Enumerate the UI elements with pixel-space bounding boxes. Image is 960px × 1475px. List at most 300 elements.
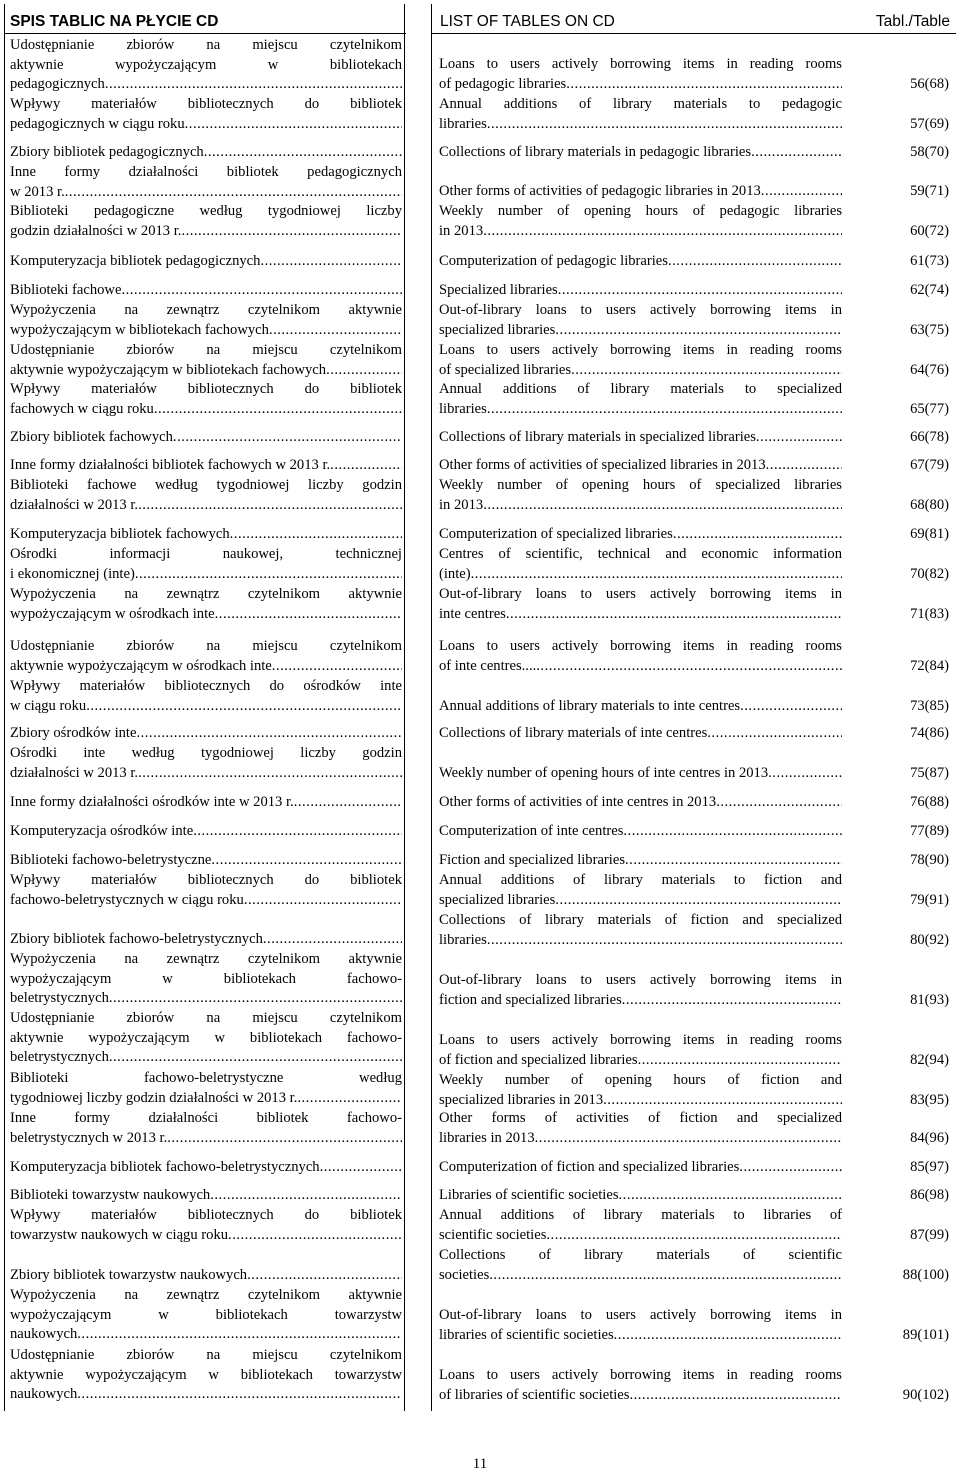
- dot-leader: [167, 1129, 402, 1149]
- polish-entry: [10, 1158, 402, 1178]
- english-entry-last-line: [439, 1326, 949, 1346]
- english-entry: [439, 252, 949, 272]
- dot-leader: [622, 991, 842, 1011]
- english-entry-line: Out-of-library loans to users actively borrowing items in: [439, 1307, 842, 1323]
- english-entry-line: Centres of scientific, technical and economic information: [439, 546, 842, 562]
- polish-entry-text: pedagogicznych w ciągu roku: [10, 115, 185, 132]
- polish-entry: [10, 822, 402, 842]
- dot-leader: [739, 1158, 842, 1178]
- english-entry: [439, 1246, 949, 1285]
- dot-leader: [294, 793, 402, 813]
- polish-entry-text: towarzystw naukowych w ciągu roku: [10, 1226, 229, 1243]
- dot-leader: [77, 1385, 402, 1405]
- english-entry-last-line: [439, 496, 949, 516]
- english-entry-line: Weekly number of opening hours of specialized libraries: [439, 477, 842, 493]
- english-entry-line: Annual additions of library materials to specialized: [439, 381, 842, 397]
- dot-leader: [603, 1091, 842, 1111]
- polish-entry-last-line: [10, 1266, 402, 1286]
- dot-leader: [756, 428, 842, 448]
- english-entry-last-line: [439, 182, 949, 202]
- polish-entry-text: Inne formy działalności ośrodków inte w 2013 r.: [10, 794, 294, 810]
- english-entry-last-line: [439, 931, 949, 951]
- polish-entry-last-line: [10, 891, 402, 911]
- english-entry-text: libraries of scientific societies: [439, 1326, 614, 1343]
- table-page-reference: 71(83): [910, 605, 949, 622]
- dot-leader: [761, 182, 842, 202]
- polish-entry-text: Komputeryzacja bibliotek pedagogicznych: [10, 253, 261, 269]
- polish-entry-last-line: [10, 930, 402, 950]
- polish-entry-text: wypożyczającym w bibliotekach fachowych: [10, 321, 269, 338]
- english-entry-last-line: [439, 1266, 949, 1286]
- english-entry: [439, 281, 949, 301]
- header-rule-left: [4, 33, 406, 34]
- table-page-reference: 67(79): [910, 457, 949, 473]
- polish-entry-last-line: [10, 764, 402, 784]
- polish-entry-line: aktywnie wypożyczającym w bibliotekach fachowo-: [10, 1029, 402, 1046]
- table-page-reference: 57(69): [910, 115, 949, 132]
- english-entry-line: Weekly number of opening hours of fiction and: [439, 1072, 842, 1088]
- polish-entry-last-line: [10, 1226, 402, 1246]
- polish-entry: [10, 1266, 402, 1286]
- english-entry-text: Specialized libraries: [439, 282, 558, 298]
- english-entry-last-line: [439, 657, 949, 677]
- dot-leader: [546, 1226, 842, 1246]
- english-entry: [439, 637, 949, 676]
- dot-leader: [320, 1158, 402, 1178]
- polish-entry-line: Wpływy materiałów bibliotecznych do bibliotek: [10, 381, 402, 397]
- english-entry-text: libraries: [439, 931, 487, 948]
- dot-leader: [215, 605, 402, 625]
- dot-leader: [260, 252, 402, 272]
- table-page-reference: 59(71): [910, 183, 949, 199]
- english-entry-last-line: [439, 525, 949, 545]
- polish-entry: [10, 585, 402, 624]
- polish-entry-text: Inne formy działalności bibliotek fachowych w 2013 r.: [10, 457, 331, 473]
- dot-leader: [566, 75, 842, 95]
- polish-entry: [10, 95, 402, 134]
- english-entry-last-line: [439, 1051, 949, 1071]
- dot-leader: [121, 281, 402, 301]
- dot-leader: [244, 891, 402, 911]
- polish-entry: [10, 281, 402, 301]
- dot-leader: [487, 931, 842, 951]
- polish-entry-line: Wypożyczenia na zewnątrz czytelnikom aktywnie: [10, 302, 402, 318]
- polish-entry-last-line: [10, 1325, 402, 1345]
- polish-entry: [10, 380, 402, 419]
- polish-entry: [10, 1286, 402, 1345]
- table-page-reference: 88(100): [902, 1266, 949, 1283]
- polish-entry: [10, 545, 402, 584]
- polish-entry-text: aktywnie wypożyczającym w ośrodkach inte: [10, 657, 272, 674]
- english-entry-line: Loans to users actively borrowing items in reading rooms: [439, 1032, 842, 1048]
- polish-entry: [10, 1186, 402, 1206]
- polish-entry-line: Biblioteki pedagogiczne według tygodniowej liczby: [10, 203, 402, 219]
- english-entry-text: of specialized libraries: [439, 361, 572, 378]
- english-entry-text: societies: [439, 1266, 490, 1283]
- dot-leader: [625, 851, 842, 871]
- english-entry-last-line: [439, 991, 949, 1011]
- polish-entry-text: wypożyczającym w ośrodkach inte: [10, 605, 215, 622]
- polish-entry-last-line: [10, 1158, 402, 1178]
- dot-leader: [247, 1266, 402, 1286]
- polish-entry-line: Wypożyczenia na zewnątrz czytelnikom aktywnie: [10, 951, 402, 967]
- polish-entry-line: Udostępnianie zbiorów na miejscu czytelnikom: [10, 1347, 402, 1363]
- dot-leader: [154, 400, 402, 420]
- polish-entry-line: Udostępnianie zbiorów na miejscu czytelnikom: [10, 638, 402, 654]
- polish-entry: [10, 301, 402, 340]
- english-entry: [439, 202, 949, 241]
- polish-entry: [10, 143, 402, 163]
- polish-entry-line: Wypożyczenia na zewnątrz czytelnikom aktywnie: [10, 1287, 402, 1303]
- polish-entry: [10, 525, 402, 545]
- dot-leader: [558, 281, 842, 301]
- english-entry-last-line: [439, 115, 949, 135]
- polish-entry-last-line: [10, 525, 402, 545]
- english-entry: [439, 971, 949, 1010]
- english-entry: [439, 143, 949, 163]
- english-entry-last-line: [439, 1226, 949, 1246]
- column-rule-inner: [431, 4, 432, 1411]
- english-entry-line: Out-of-library loans to users actively borrowing items in: [439, 302, 842, 318]
- polish-entry-last-line: [10, 143, 402, 163]
- dot-leader: [471, 565, 842, 585]
- table-page-reference: 87(99): [910, 1226, 949, 1243]
- table-page-reference: 75(87): [910, 765, 949, 781]
- english-entry-line: Other forms of activities of fiction and specialized: [439, 1110, 842, 1126]
- polish-entry-text: Komputeryzacja ośrodków inte: [10, 823, 194, 839]
- polish-entry-line: Inne formy działalności bibliotek pedagogicznych: [10, 164, 402, 180]
- table-page-reference: 77(89): [910, 823, 949, 839]
- polish-entry-text: Zbiory ośrodków inte: [10, 725, 137, 741]
- polish-entry-last-line: [10, 989, 402, 1009]
- polish-entry: [10, 724, 402, 744]
- english-entry-last-line: [439, 252, 949, 272]
- english-entry: [439, 1206, 949, 1245]
- english-entry-text: of libraries of scientific societies: [439, 1386, 630, 1403]
- dot-leader: [330, 456, 402, 476]
- english-entry-text: in 2013: [439, 496, 484, 513]
- dot-leader: [673, 525, 842, 545]
- polish-entry: [10, 341, 402, 380]
- polish-entry-last-line: [10, 281, 402, 301]
- english-entry-line: Out-of-library loans to users actively borrowing items in: [439, 972, 842, 988]
- dot-leader: [135, 565, 402, 585]
- polish-entry-last-line: [10, 1385, 402, 1405]
- english-entry-last-line: [439, 456, 949, 476]
- polish-entry-line: wypożyczającym w bibliotekach towarzystw: [10, 1306, 402, 1323]
- dot-leader: [614, 1326, 842, 1346]
- table-page-reference: 85(97): [910, 1159, 949, 1175]
- table-page-reference: 70(82): [910, 565, 949, 582]
- polish-entry-text: naukowych: [10, 1386, 78, 1403]
- english-entry-text: fiction and specialized libraries: [439, 991, 622, 1008]
- english-entry-text: Computerization of inte centres: [439, 823, 624, 839]
- polish-entry-text: aktywnie wypożyczającym w bibliotekach fachowych: [10, 361, 327, 378]
- polish-entry-text: w 2013 r.: [10, 183, 65, 200]
- english-entry: [439, 476, 949, 515]
- english-entry-last-line: [439, 281, 949, 301]
- english-entry-text: Other forms of activities of pedagogic libraries in 2013: [439, 183, 761, 199]
- table-page-reference: 63(75): [910, 321, 949, 338]
- english-entry: [439, 182, 949, 202]
- dot-leader: [204, 143, 402, 163]
- polish-entry-last-line: [10, 1048, 402, 1068]
- polish-entry-text: Komputeryzacja bibliotek fachowo-beletrystycznych: [10, 1159, 320, 1175]
- polish-entry-last-line: [10, 75, 402, 95]
- english-entry-line: Annual additions of library materials to pedagogic: [439, 96, 842, 112]
- table-page-reference: 76(88): [910, 794, 949, 810]
- english-entry: [439, 545, 949, 584]
- english-entry-text: Annual additions of library materials to inte centres: [439, 698, 741, 714]
- table-page-reference: 90(102): [902, 1386, 949, 1403]
- table-page-reference: 89(101): [902, 1326, 949, 1343]
- table-page-reference: 79(91): [910, 891, 949, 908]
- polish-entry-last-line: [10, 697, 402, 717]
- english-entry-last-line: [439, 1386, 949, 1406]
- polish-entry-last-line: [10, 1089, 402, 1109]
- dot-leader: [109, 1048, 402, 1068]
- english-entry-last-line: [439, 793, 949, 813]
- english-entry-last-line: [439, 1158, 949, 1178]
- polish-entry-last-line: [10, 851, 402, 871]
- english-entry: [439, 341, 949, 380]
- polish-entry: [10, 202, 402, 241]
- polish-entry-last-line: [10, 822, 402, 842]
- polish-entry-line: Wpływy materiałów bibliotecznych do bibliotek: [10, 1207, 402, 1223]
- polish-entry-line: Wpływy materiałów bibliotecznych do ośrodków inte: [10, 678, 402, 694]
- polish-entry-text: działalności w 2013 r.: [10, 496, 139, 513]
- polish-entry-last-line: [10, 456, 402, 476]
- polish-entry-text: Biblioteki towarzystw naukowych: [10, 1187, 211, 1203]
- polish-entry-last-line: [10, 321, 402, 341]
- polish-entry: [10, 871, 402, 910]
- english-entry: [439, 1306, 949, 1345]
- english-entry-text: Computerization of fiction and specialized libraries: [439, 1159, 740, 1175]
- dot-leader: [77, 1325, 402, 1345]
- dot-leader: [185, 115, 402, 135]
- english-entry-text: (inte): [439, 565, 471, 582]
- dot-leader: [740, 697, 842, 717]
- english-entry-line: Loans to users actively borrowing items in reading rooms: [439, 56, 842, 72]
- dot-leader: [181, 222, 402, 242]
- dot-leader: [555, 891, 842, 911]
- polish-entry-line: Wypożyczenia na zewnątrz czytelnikom aktywnie: [10, 586, 402, 602]
- polish-entry: [10, 476, 402, 515]
- polish-entry: [10, 851, 402, 871]
- dot-leader: [193, 822, 402, 842]
- polish-entry-line: Biblioteki fachowe według tygodniowej liczby godzin: [10, 477, 402, 493]
- polish-entry: [10, 744, 402, 783]
- table-page-reference: 83(95): [910, 1091, 949, 1108]
- english-entry: [439, 764, 949, 784]
- english-entry-text: libraries: [439, 115, 487, 132]
- english-entry-line: Annual additions of library materials to libraries of: [439, 1207, 842, 1223]
- english-entry-text: in 2013: [439, 222, 484, 239]
- polish-entry-last-line: [10, 565, 402, 585]
- table-page-reference: 65(77): [910, 400, 949, 417]
- polish-entry-last-line: [10, 222, 402, 242]
- polish-entry-last-line: [10, 1186, 402, 1206]
- polish-entry: [10, 930, 402, 950]
- polish-entry-text: pedagogicznych: [10, 76, 105, 93]
- dot-leader: [483, 496, 842, 516]
- english-entry-text: Fiction and specialized libraries: [439, 852, 626, 868]
- english-entry-text: specialized libraries: [439, 321, 556, 338]
- polish-entry-last-line: [10, 724, 402, 744]
- english-entry-last-line: [439, 1091, 949, 1111]
- table-page-reference: 56(68): [910, 75, 949, 92]
- english-entry-line: Collections of library materials of scientific: [439, 1247, 842, 1263]
- table-page-reference: 86(98): [910, 1187, 949, 1203]
- polish-entry-line: Ośrodki inte według tygodniowej liczby godzin: [10, 745, 402, 761]
- polish-entry-last-line: [10, 428, 402, 448]
- polish-entry: [10, 1069, 402, 1108]
- polish-entry-text: Biblioteki fachowe: [10, 282, 122, 298]
- polish-entry-text: beletrystycznych: [10, 1049, 109, 1066]
- english-entry-last-line: [439, 565, 949, 585]
- polish-entry-line: Udostępnianie zbiorów na miejscu czytelnikom: [10, 1010, 402, 1026]
- polish-entry-line: Udostępnianie zbiorów na miejscu czytelnikom: [10, 37, 402, 53]
- polish-entry-text: i ekonomicznej (inte): [10, 565, 135, 582]
- dot-leader: [210, 1186, 402, 1206]
- polish-entry: [10, 36, 402, 95]
- english-entry: [439, 95, 949, 134]
- dot-leader: [555, 321, 842, 341]
- english-entry-last-line: [439, 75, 949, 95]
- english-entry-line: Out-of-library loans to users actively borrowing items in: [439, 586, 842, 602]
- english-entry-line: Loans to users actively borrowing items in reading rooms: [439, 1367, 842, 1383]
- polish-entry-line: Inne formy działalności bibliotek fachowo-: [10, 1110, 402, 1126]
- dot-leader: [136, 724, 402, 744]
- polish-entry-text: naukowych: [10, 1326, 78, 1343]
- english-entry-last-line: [439, 1129, 949, 1149]
- english-entry: [439, 697, 949, 717]
- english-entry-text: of pedagogic libraries: [439, 75, 567, 92]
- english-entry-line: Collections of library materials of fiction and specialized: [439, 912, 842, 928]
- table-page-reference: 64(76): [910, 361, 949, 378]
- english-entry: [439, 1031, 949, 1070]
- polish-entry: [10, 1346, 402, 1405]
- english-entry: [439, 724, 949, 744]
- english-entry-line: Weekly number of opening hours of pedagogic libraries: [439, 203, 842, 219]
- polish-entry-text: fachowych w ciągu roku: [10, 400, 154, 417]
- english-entry-text: scientific societies: [439, 1226, 547, 1243]
- dot-leader: [623, 822, 842, 842]
- dot-leader: [228, 1226, 402, 1246]
- english-entry: [439, 822, 949, 842]
- polish-entry-line: Wpływy materiałów bibliotecznych do bibliotek: [10, 96, 402, 112]
- polish-list-title: SPIS TABLIC NA PŁYCIE CD: [10, 13, 219, 30]
- english-entry-text: Libraries of scientific societies: [439, 1187, 619, 1203]
- dot-leader: [105, 75, 402, 95]
- table-page-reference: 69(81): [910, 526, 949, 542]
- dot-leader: [272, 657, 402, 677]
- dot-leader: [536, 657, 842, 677]
- polish-entry-text: tygodniowej liczby godzin działalności w 2013 r.: [10, 1089, 298, 1106]
- english-entry-last-line: [439, 697, 949, 717]
- polish-entry: [10, 1009, 402, 1068]
- dot-leader: [269, 321, 402, 341]
- english-entry-last-line: [439, 1186, 949, 1206]
- english-entry-last-line: [439, 222, 949, 242]
- english-entry: [439, 456, 949, 476]
- polish-entry: [10, 1109, 402, 1148]
- polish-entry-last-line: [10, 605, 402, 625]
- dot-leader: [535, 1129, 842, 1149]
- english-entry: [439, 911, 949, 950]
- english-entry-last-line: [439, 143, 949, 163]
- english-entry-last-line: [439, 891, 949, 911]
- english-entry: [439, 1109, 949, 1148]
- polish-entry-text: Zbiory bibliotek fachowych: [10, 429, 173, 445]
- english-entry-line: Loans to users actively borrowing items in reading rooms: [439, 342, 842, 358]
- dot-leader: [65, 183, 402, 203]
- polish-entry: [10, 793, 402, 813]
- polish-entry-last-line: [10, 657, 402, 677]
- english-entry-text: of fiction and specialized libraries: [439, 1051, 638, 1068]
- table-page-reference: 66(78): [910, 429, 949, 445]
- table-number-header: Tabl./Table: [875, 13, 950, 30]
- table-page-reference: 82(94): [910, 1051, 949, 1068]
- english-entry-text: libraries in 2013: [439, 1129, 535, 1146]
- english-entry-last-line: [439, 321, 949, 341]
- english-entry: [439, 1158, 949, 1178]
- dot-leader: [326, 361, 402, 381]
- table-page-reference: 80(92): [910, 931, 949, 948]
- english-entry-last-line: [439, 764, 949, 784]
- dot-leader: [487, 115, 842, 135]
- polish-entry: [10, 456, 402, 476]
- english-entry: [439, 851, 949, 871]
- table-page-reference: 58(70): [910, 144, 949, 160]
- dot-leader: [619, 1186, 842, 1206]
- english-entry-last-line: [439, 428, 949, 448]
- column-rule-outer-left: [4, 4, 5, 1411]
- table-page-reference: 84(96): [910, 1129, 949, 1146]
- english-entry-text: specialized libraries: [439, 891, 556, 908]
- english-entry-text: libraries: [439, 400, 487, 417]
- table-page-reference: 81(93): [910, 991, 949, 1008]
- table-page-reference: 60(72): [910, 222, 949, 239]
- polish-entry-last-line: [10, 793, 402, 813]
- polish-entry-text: działalności w 2013 r.: [10, 764, 139, 781]
- polish-entry-text: godzin działalności w 2013 r.: [10, 222, 182, 239]
- dot-leader: [173, 428, 402, 448]
- english-entry-text: inte centres: [439, 605, 506, 622]
- dot-leader: [263, 930, 402, 950]
- english-entry-text: Computerization of pedagogic libraries: [439, 253, 668, 269]
- polish-entry-text: Zbiory bibliotek pedagogicznych: [10, 144, 204, 160]
- polish-entry-text: beletrystycznych: [10, 990, 109, 1007]
- polish-entry: [10, 950, 402, 1009]
- table-page-reference: 68(80): [910, 496, 949, 513]
- polish-entry-text: Biblioteki fachowo-beletrystyczne: [10, 852, 212, 868]
- dot-leader: [638, 1051, 842, 1071]
- polish-entry-last-line: [10, 115, 402, 135]
- dot-leader: [483, 222, 842, 242]
- dot-leader: [230, 525, 402, 545]
- dot-leader: [668, 252, 842, 272]
- english-entry: [439, 525, 949, 545]
- polish-entry: [10, 637, 402, 676]
- polish-entry: [10, 1206, 402, 1245]
- polish-entry: [10, 163, 402, 202]
- english-entry-text: Other forms of activities of specialized libraries in 2013: [439, 457, 766, 473]
- polish-entry-line: Udostępnianie zbiorów na miejscu czytelnikom: [10, 342, 402, 358]
- english-entry: [439, 871, 949, 910]
- dot-leader: [138, 764, 402, 784]
- dot-leader: [629, 1386, 842, 1406]
